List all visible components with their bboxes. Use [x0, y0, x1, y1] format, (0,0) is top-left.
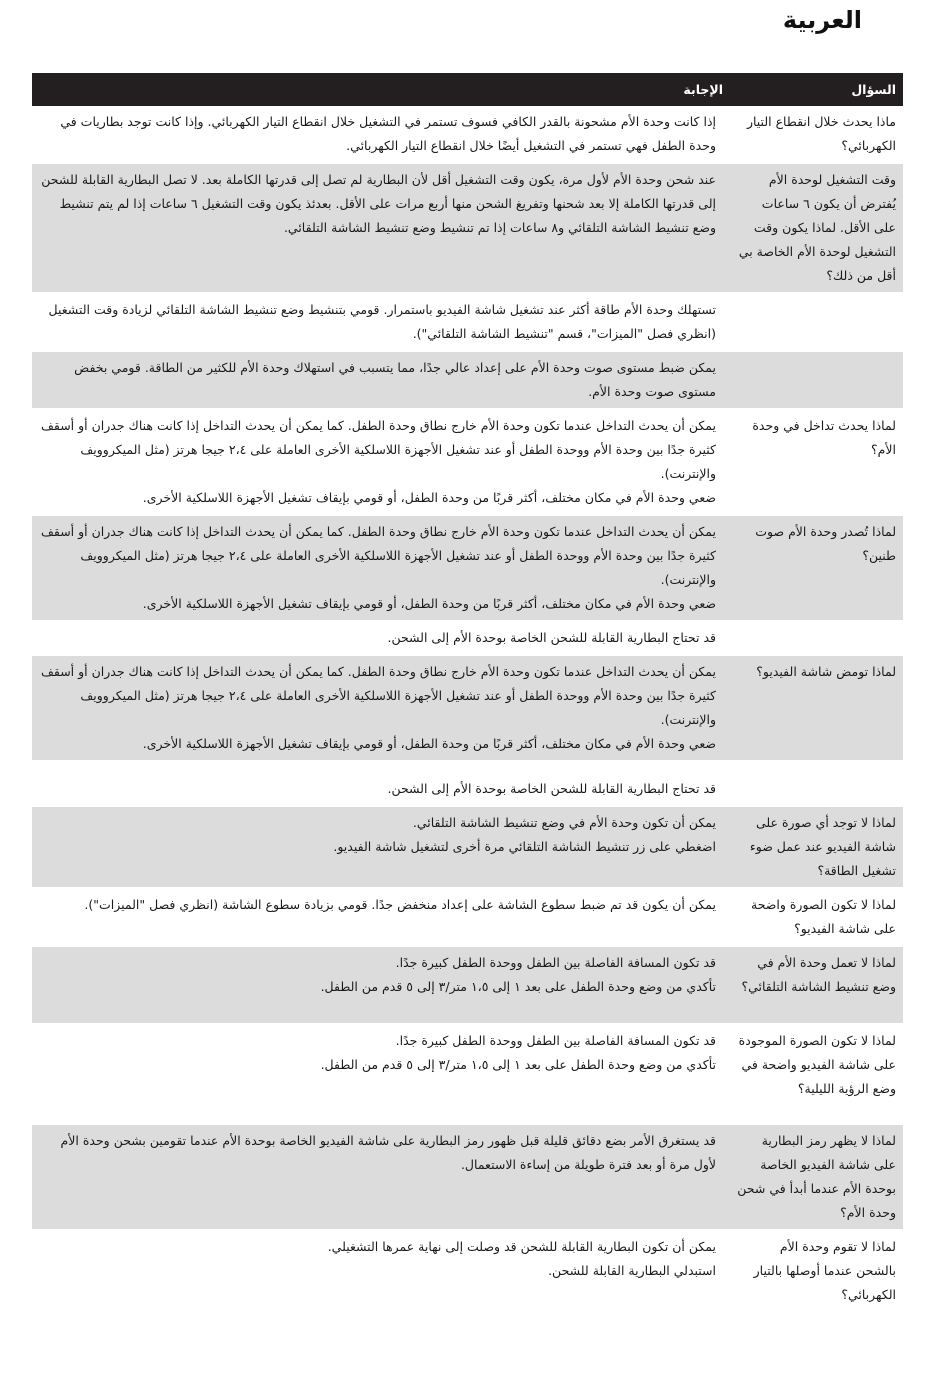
- answer-text: استبدلي البطارية القابلة للشحن.: [548, 1263, 716, 1278]
- question-cell: [730, 106, 903, 163]
- question-cell: [730, 1124, 903, 1230]
- answer-cell: [32, 1124, 730, 1230]
- answer-text: يمكن أن يحدث التداخل عندما تكون وحدة الأم خارج نطاق وحدة الطفل. كما يمكن أن يحدث التداخل إذا كانت هناك جدران أو أسقف كثيرة جدًا بين وحدة الأم ووحدة الطفل أو عند تشغيل الأجهزة اللاسلكية الأخرى العاملة على ٢،٤ جيجا هرتز (مثل الميكروويف والإنترنت).: [40, 664, 716, 727]
- question-text: وقت التشغيل لوحدة الأم يُفترض أن يكون ٦ ساعات على الأقل. لماذا يكون وقت التشغيل لوحدة الأم الخاصة بي أقل من ذلك؟: [738, 172, 896, 283]
- question-cell: [730, 761, 903, 806]
- answer-cell: [32, 163, 730, 293]
- answer-cell: [32, 761, 730, 806]
- question-text: لماذا يحدث تداخل في وحدة الأم؟: [752, 418, 896, 457]
- troubleshooting-table: [32, 73, 903, 1313]
- question-cell: [730, 409, 903, 515]
- table-row: [32, 621, 903, 655]
- question-cell: [730, 806, 903, 888]
- answer-cell: [32, 946, 730, 1024]
- table-row: [32, 761, 903, 806]
- answer-text: يمكن أن تكون وحدة الأم في وضع تنشيط الشاشة التلقائي.: [412, 815, 716, 830]
- question-cell: [730, 351, 903, 409]
- table-row: [32, 409, 903, 515]
- answer-text: تستهلك وحدة الأم طاقة أكثر عند تشغيل شاشة الفيديو باستمرار. قومي بتنشيط وضع تنشيط الشاشة التلقائي لزيادة وقت التشغيل (انظري فصل "الميزات"، قسم "تنشيط الشاشة التلقائي").: [48, 302, 716, 341]
- answer-text: قد تكون المسافة الفاصلة بين الطفل ووحدة الطفل كبيرة جدًا.: [395, 955, 716, 970]
- answer-cell: [32, 1230, 730, 1312]
- page-title: العربية: [782, 6, 862, 34]
- table-row: [32, 106, 903, 163]
- table-row: [32, 1230, 903, 1312]
- answer-text: قد يستغرق الأمر بضع دقائق قليلة قبل ظهور رمز البطارية على شاشة الفيديو الخاصة بوحدة الأم عندما تقومين بشحن وحدة الأم لأول مرة أو بعد فترة طويلة من إساءة الاستعمال.: [60, 1133, 716, 1172]
- question-cell: [730, 621, 903, 655]
- question-column-header: السؤال: [730, 73, 903, 106]
- answer-text: قد تحتاج البطارية القابلة للشحن الخاصة بوحدة الأم إلى الشحن.: [387, 630, 716, 645]
- question-text: لماذا تُصدر وحدة الأم صوت طنين؟: [755, 524, 896, 563]
- question-cell: [730, 163, 903, 293]
- question-text: لماذا لا تكون الصورة واضحة على شاشة الفيديو؟: [751, 897, 896, 936]
- question-cell: [730, 655, 903, 761]
- answer-cell: [32, 888, 730, 946]
- answer-text: اضغطي على زر تنشيط الشاشة التلقائي مرة أخرى لتشغيل شاشة الفيديو.: [333, 839, 716, 854]
- question-text: لماذا تومض شاشة الفيديو؟: [756, 664, 896, 679]
- table-row: [32, 1124, 903, 1230]
- table-row: [32, 293, 903, 351]
- question-text: لماذا لا تكون الصورة الموجودة على شاشة الفيديو واضحة في وضع الرؤية الليلية؟: [738, 1033, 896, 1096]
- table-row: [32, 888, 903, 946]
- answer-text: قد تحتاج البطارية القابلة للشحن الخاصة بوحدة الأم إلى الشحن.: [387, 781, 716, 796]
- question-cell: [730, 1024, 903, 1124]
- answer-text: ضعي وحدة الأم في مكان مختلف، أكثر قربًا من وحدة الطفل، أو قومي بإيقاف تشغيل الأجهزة اللاسلكية الأخرى.: [142, 490, 716, 505]
- table-header-row: [32, 73, 903, 106]
- question-cell: [730, 515, 903, 621]
- answer-text: يمكن ضبط مستوى صوت وحدة الأم على إعداد عالي جدًا، مما يتسبب في استهلاك وحدة الأم للكثير من الطاقة. قومي بخفض مستوى صوت وحدة الأم.: [74, 360, 716, 399]
- question-text: لماذا لا تعمل وحدة الأم في وضع تنشيط الشاشة التلقائي؟: [741, 955, 896, 994]
- table-row: [32, 163, 903, 293]
- answer-text: يمكن أن يحدث التداخل عندما تكون وحدة الأم خارج نطاق وحدة الطفل. كما يمكن أن يحدث التداخل إذا كانت هناك جدران أو أسقف كثيرة جدًا بين وحدة الأم ووحدة الطفل أو عند تشغيل الأجهزة اللاسلكية الأخرى العاملة على ٢،٤ جيجا هرتز (مثل الميكروويف والإنترنت).: [40, 418, 716, 481]
- question-cell: [730, 293, 903, 351]
- answer-text: عند شحن وحدة الأم لأول مرة، يكون وقت التشغيل أقل لأن البطارية لم تصل إلى قدرتها الكاملة بعد. لا تصل البطارية القابلة للشحن إلى قدرتها الكاملة إلا بعد شحنها وتفريغ الشحن منها أربع مرات على الأقل. بعدئذ يكون وقت التشغيل ٦ ساعات إذا لم يتم تنشيط وضع تنشيط الشاشة التلقائي و٨ ساعات إذا تم تنشيط وضع تنشيط الشاشة التلقائي.: [41, 172, 716, 235]
- answer-cell: [32, 621, 730, 655]
- answer-text: يمكن أن يحدث التداخل عندما تكون وحدة الأم خارج نطاق وحدة الطفل. كما يمكن أن يحدث التداخل إذا كانت هناك جدران أو أسقف كثيرة جدًا بين وحدة الأم ووحدة الطفل أو عند تشغيل الأجهزة اللاسلكية الأخرى العاملة على ٢،٤ جيجا هرتز (مثل الميكروويف والإنترنت).: [40, 524, 716, 587]
- table-row: [32, 655, 903, 761]
- question-text: ماذا يحدث خلال انقطاع التيار الكهربائي؟: [746, 114, 896, 153]
- question-text: لماذا لا يظهر رمز البطارية على شاشة الفيديو الخاصة بوحدة الأم عندما أبدأ في شحن وحدة الأم؟: [737, 1133, 896, 1220]
- answer-column-header: الإجابة: [32, 73, 730, 106]
- answer-text: تأكدي من وضع وحدة الطفل على بعد ١ إلى ١،٥ متر/٣ إلى ٥ قدم من الطفل.: [320, 979, 716, 994]
- answer-text: ضعي وحدة الأم في مكان مختلف، أكثر قربًا من وحدة الطفل، أو قومي بإيقاف تشغيل الأجهزة اللاسلكية الأخرى.: [142, 596, 716, 611]
- question-cell: [730, 888, 903, 946]
- answer-cell: [32, 806, 730, 888]
- question-cell: [730, 1230, 903, 1312]
- question-text: لماذا لا توجد أي صورة على شاشة الفيديو عند عمل ضوء تشغيل الطاقة؟: [749, 815, 896, 878]
- answer-text: يمكن أن يكون قد تم ضبط سطوع الشاشة على إعداد منخفض جدًا. قومي بزيادة سطوع الشاشة (انظري فصل "الميزات").: [84, 897, 716, 912]
- answer-cell: [32, 409, 730, 515]
- answer-text: قد تكون المسافة الفاصلة بين الطفل ووحدة الطفل كبيرة جدًا.: [395, 1033, 716, 1048]
- question-text: لماذا لا تقوم وحدة الأم بالشحن عندما أوصلها بالتيار الكهربائي؟: [753, 1239, 896, 1302]
- answer-cell: [32, 1024, 730, 1124]
- table-row: [32, 806, 903, 888]
- answer-text: إذا كانت وحدة الأم مشحونة بالقدر الكافي فسوف تستمر في التشغيل خلال انقطاع التيار الكهربائي. وإذا كانت توجد بطاريات في وحدة الطفل فهي تستمر في التشغيل أيضًا خلال انقطاع التيار الكهربائي.: [60, 114, 716, 153]
- question-cell: [730, 946, 903, 1024]
- answer-cell: [32, 106, 730, 163]
- answer-cell: [32, 351, 730, 409]
- table-row: [32, 515, 903, 621]
- table-row: [32, 351, 903, 409]
- answer-text: يمكن أن تكون البطارية القابلة للشحن قد وصلت إلى نهاية عمرها التشغيلي.: [327, 1239, 716, 1254]
- answer-cell: [32, 655, 730, 761]
- table-row: [32, 946, 903, 1024]
- answer-text: ضعي وحدة الأم في مكان مختلف، أكثر قربًا من وحدة الطفل، أو قومي بإيقاف تشغيل الأجهزة اللاسلكية الأخرى.: [142, 736, 716, 751]
- answer-text: تأكدي من وضع وحدة الطفل على بعد ١ إلى ١،٥ متر/٣ إلى ٥ قدم من الطفل.: [320, 1057, 716, 1072]
- answer-cell: [32, 293, 730, 351]
- answer-cell: [32, 515, 730, 621]
- table-row: [32, 1024, 903, 1124]
